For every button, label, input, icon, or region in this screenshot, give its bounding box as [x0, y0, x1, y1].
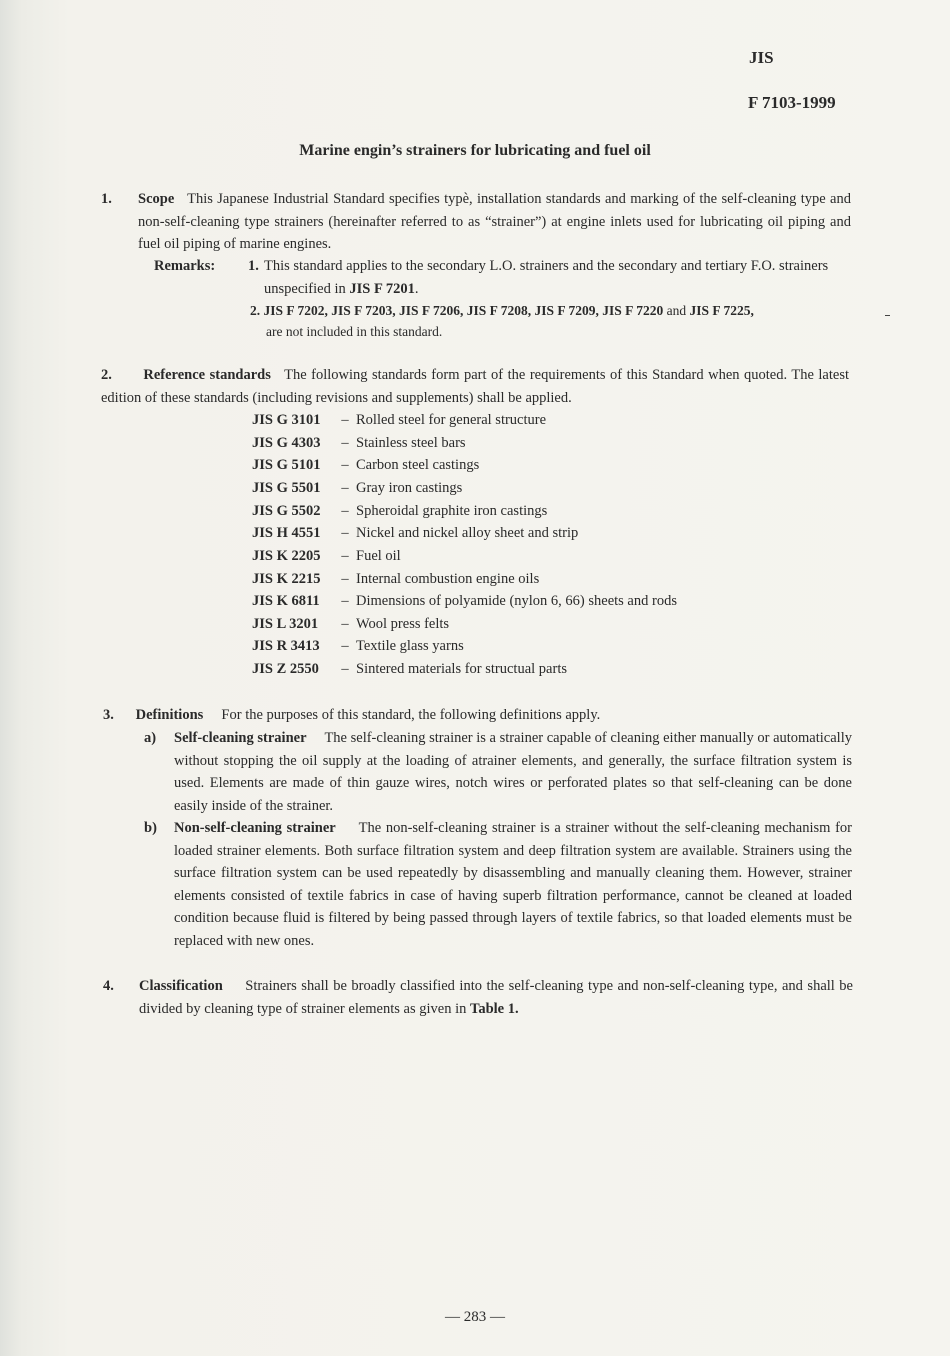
reference-title: Gray iron castings [356, 480, 463, 496]
reference-item: JIS R 3413 – Textile glass yarns [252, 638, 464, 654]
references-paragraph [101, 364, 849, 409]
reference-item: JIS K 6811 – Dimensions of polyamide (nylon 6, 66) sheets and rods [252, 593, 677, 609]
section-number: 1. [101, 191, 112, 207]
reference-title: Fuel oil [356, 548, 401, 564]
section-heading: Definitions [135, 707, 204, 723]
header-standard-code: F 7103-1999 [748, 93, 836, 112]
reference-item: JIS G 5502 – Spheroidal graphite iron castings [252, 503, 548, 519]
reference-title: Nickel and nickel alloy sheet and strip [356, 525, 579, 541]
reference-code: JIS K 6811 [252, 593, 320, 609]
definition-label: b) [144, 820, 157, 836]
definition-text: The self-cleaning strainer is a strainer capable of cleaning either manually or automatically without stopping the oil supply at the loading of atrainer elements, and generally, the surface filtration system is used. Elements are made of thin gauze wires, notch wires or perforated plates so that self-cleaning can be done easily inside of the strainer. [174, 730, 852, 814]
reference-item: JIS H 4551 – Nickel and nickel alloy sheet and strip [252, 525, 579, 541]
definition-term: Non-self-cleaning strainer [174, 820, 336, 836]
scope-remarks [154, 255, 854, 297]
header-org: JIS [749, 48, 774, 67]
definition-term: Self-cleaning strainer [174, 730, 307, 746]
references-text: The following standards form part of the requirements of this Standard when quoted. The latest edition of these standards (including revisions and supplements) shall be applied. [101, 367, 849, 406]
reference-item: JIS Z 2550 – Sintered materials for structual parts [252, 661, 567, 677]
definition-text: The non-self-cleaning strainer is a strainer without the self-cleaning mechanism for loaded strainer elements. Both surface filtration system and deep filtration system are available. Strainers using the surface filtration system can be used repeatedly by disassembling and manually cleaning them. However, strainer elements consisted of textile fabrics in case of having superb filtration performance, cannot be cleaned at loaded condition because fluid is filtered by being passed through layers of textile fabrics, so that loaded elements must be replaced with new ones. [174, 820, 852, 949]
remark-number: 1. [248, 258, 259, 274]
reference-code: JIS L 3201 [252, 616, 319, 632]
reference-item: JIS G 3101 – Rolled steel for general structure [252, 412, 547, 428]
section-heading: Scope [138, 191, 175, 207]
reference-title: Carbon steel castings [356, 457, 480, 473]
reference-title: Internal combustion engine oils [356, 571, 540, 587]
section-number: 4. [103, 978, 114, 994]
classification-paragraph: Classification Strainers shall be broadly classified into the self-cleaning type and non-self-cleaning type, and shall be divided by cleaning type of strainer elements as given in Table 1. [139, 978, 853, 1017]
reference-item: JIS G 5101 – Carbon steel castings [252, 457, 480, 473]
reference-code: JIS G 5502 [252, 503, 321, 519]
reference-item: JIS K 2205 – Fuel oil [252, 548, 401, 564]
remark-ref: JIS F 7201 [349, 280, 415, 297]
remark-text: are not included in this standard. [266, 324, 443, 339]
reference-code: JIS Z 2550 [252, 661, 319, 677]
reference-code: JIS K 2205 [252, 548, 321, 564]
scope-text: This Japanese Industrial Standard specifies typè, installation standards and marking of the self-cleaning type and non-self-cleaning type strainers (hereinafter referred to as “strainer”) at engine inlets used for lubricating oil piping and fuel oil piping of marine engines. [138, 191, 851, 253]
section-heading: Reference standards [143, 367, 271, 383]
definition-a [144, 727, 852, 817]
scope-paragraph [138, 188, 851, 256]
reference-code: JIS G 5101 [252, 457, 321, 473]
section-classification [103, 975, 853, 1020]
reference-item: JIS K 2215 – Internal combustion engine oils [252, 571, 540, 587]
reference-code: JIS H 4551 [252, 525, 321, 541]
section-number: 2. [101, 367, 112, 383]
remark-1: 1. This standard applies to the secondary L.O. strainers and the secondary and tertiary F.O. strainers unspecified in JIS F 7201. [248, 255, 848, 300]
reference-item: JIS G 5501 – Gray iron castings [252, 480, 463, 496]
section-scope [101, 188, 851, 256]
remark-2: 2. JIS F 7202, JIS F 7203, JIS F 7206, JIS F 7208, JIS F 7209, JIS F 7220 and JIS F 7225, are not included in this standard. [250, 303, 754, 339]
reference-code: JIS G 3101 [252, 412, 321, 428]
margin-mark [885, 315, 890, 316]
remark-text: This standard applies to the secondary L.O. strainers and the secondary and tertiary F.O. strainers unspecified in [264, 258, 829, 297]
reference-title: Textile glass yarns [356, 638, 464, 654]
remark-number: 2. [250, 303, 261, 318]
reference-title: Dimensions of polyamide (nylon 6, 66) sheets and rods [356, 593, 677, 609]
reference-code: JIS R 3413 [252, 638, 320, 654]
page-number: — 283 — [445, 1309, 505, 1325]
reference-item: JIS L 3201 – Wool press felts [252, 616, 450, 632]
remarks-label: Remarks: [154, 258, 216, 274]
definition-b [144, 817, 852, 953]
reference-title: Stainless steel bars [356, 435, 466, 451]
reference-title: Wool press felts [356, 616, 450, 632]
reference-title: Rolled steel for general structure [356, 412, 547, 428]
reference-title: Sintered materials for structual parts [356, 661, 567, 677]
definition-label: a) [144, 730, 157, 746]
reference-item: JIS G 4303 – Stainless steel bars [252, 435, 466, 451]
section-number: 3. [103, 707, 114, 723]
remark-refs: JIS F 7202, JIS F 7203, JIS F 7206, JIS F 7208, JIS F 7209, JIS F 7220 [263, 303, 664, 318]
section-references [101, 364, 849, 409]
classification-text: Strainers shall be broadly classified into the self-cleaning type and non-self-cleaning type, and shall be divided by cleaning type of strainer elements as given in [139, 978, 853, 1017]
reference-code: JIS G 4303 [252, 435, 321, 451]
section-heading: Classification [139, 978, 223, 994]
definitions-intro: For the purposes of this standard, the following definitions apply. [221, 707, 601, 723]
reference-code: JIS G 5501 [252, 480, 321, 496]
reference-code: JIS K 2215 [252, 571, 321, 587]
page-title: Marine engin’s strainers for lubricating and fuel oil [299, 142, 651, 159]
reference-title: Spheroidal graphite iron castings [356, 503, 548, 519]
table-reference: Table 1 [470, 1000, 515, 1017]
section-definitions [103, 704, 853, 727]
